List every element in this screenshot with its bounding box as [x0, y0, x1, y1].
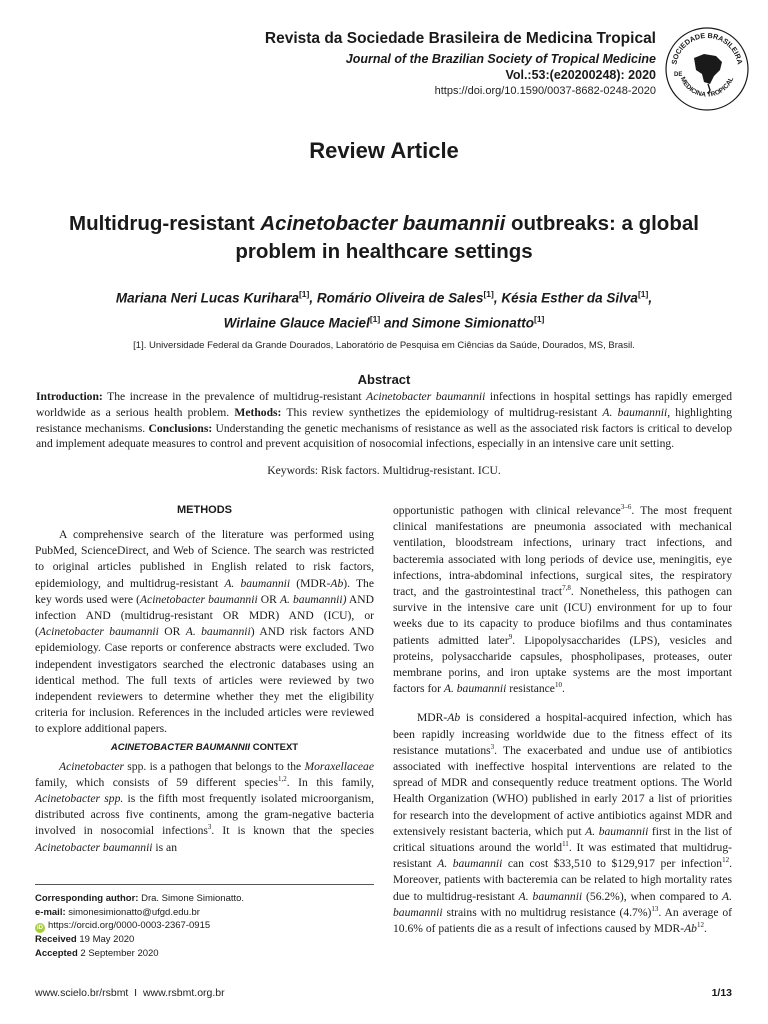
orcid-icon: iD [37, 925, 43, 931]
body-paragraph: MDR-Ab is considered a hospital-acquired infection, which has been rapidly increasing worldwide due to the fitness effect of its resistance mutations$^3$. The exacerbated and undue use of antibiotics associated with ineffective hospital interventions are related to the spread of MDR and consequently reduce treatment options. The World Health Organization (WHO) published in early 2017 a list of priorities for research into the development of active antibiotics against MDR and extensively resistant bacteria, which put A. baumannii first in the list of critical situations around the world$^{11}$. It was estimated that multidrug-resistant A. baumannii can cost $33,510 to $129,917 per infection$^{12}$. Moreover, patients with bacteremia can be related to high mortality rates due to multidrug-resistant A. baumannii (56.2%), when compared to A. baumannii strains with no multidrug resistance $(4.7\%)^{13}$. An average of 10.6% of patients die as a result of infections caused by MDR-Ab$^{12}$. [393, 711, 732, 936]
abstract-heading: Abstract [357, 372, 411, 387]
author-name: Mariana Neri Lucas Kurihara [115, 290, 299, 306]
context-paragraph: Acinetobacter spp. is a pathogen that belongs to the Moraxellaceae family, which consists of 59 different species$^{1,2}$. In this family, Acinetobacter spp. is the fifth most frequently isolated microorganism, distributed across five continents, among the gram-negative bacteria involved in nosocomial infections$^3$. It is known that the species Acinetobacter baumannii is an [35, 759, 374, 854]
journal-subtitle: Journal of the Brazilian Society of Tropical Medicine [345, 52, 656, 66]
logo-text-top: SOCIEDADE BRASILEIRA [669, 30, 745, 66]
email-link[interactable]: simonesimionatto@ufgd.edu.br [65, 906, 200, 918]
doi-link[interactable]: https://doi.org/10.1590/0037-8682-0248-2020 [434, 85, 656, 97]
orcid-link[interactable]: https://orcid.org/0000-0003-2367-0915 [48, 920, 211, 931]
right-column [393, 503, 732, 937]
page-number: 1/13 [711, 987, 732, 999]
body-paragraph: opportunistic pathogen with clinical relevance$^{3-6}$. The most frequent clinical manifestations are pneumonia associated with mechanical ventilation, bloodstream infections, urinary tract infections, and bacteremia associated with long periods of device use, meningitis, eye infections, intra-abdominal infections, surgical sites, the respiratory tract, and the gastrointestinal tract$^{7,8}$. Nonetheless, this pathogen can survive in the intensive care unit (ICU) environment for up to four weeks due to its capacity to produce biofilms and thus contaminates patients admitted later$^9$. Lipopolysaccharides (LPS), vesicles and proteins, polysaccharide capsules, phospholipases, proteases, outer membrane porins, and iron uptake systems are the most important factors for A. baumannii resistance$^{10}$. [393, 503, 732, 696]
left-column [35, 503, 374, 856]
correspondence-footnote: Corresponding author: Dra. Simone Simionatto. e-mail: simonesimionatto@ufgd.edu.br iD https://orcid.org/0000-0003-2367-0915 Received 19 May 2020 Accepted 2 September 2020 [35, 893, 245, 959]
logo-text-bottom: MEDICINA TROPICAL [678, 76, 736, 99]
journal-volume: Vol.:53:(e20200248): 2020 [505, 68, 656, 82]
abstract-body: Introduction: The increase in the prevalence of multidrug-resistant Acinetobacter baumannii infections in hospital settings has rapidly emerged worldwide as a serious health problem. Methods: This review synthetizes the epidemiology of multidrug-resistant A. baumannii, highlighting resistance mechanisms. Conclusions: Understanding the genetic mechanisms of resistance as well as the associated risk factors is critical to develop and implement adequate measures to control and prevent acquisition of nosocomial infections, especially in an intensive care unit setting. [36, 390, 732, 451]
author-name: Romário Oliveira de Sales [316, 290, 484, 306]
author-name: Simone Simionatto [411, 315, 534, 330]
document-type: Review Article [309, 138, 459, 163]
section-heading-methods: METHODS [177, 504, 232, 516]
footer-links[interactable]: www.scielo.br/rsbmt I www.rsbmt.org.br [35, 987, 225, 999]
article-title: Multidrug-resistant Acinetobacter baumannii outbreaks: a global problem in healthcare settings [69, 212, 699, 263]
journal-header [265, 30, 656, 97]
brazil-map-icon [694, 54, 722, 84]
footnote-divider [35, 884, 374, 885]
keywords: Keywords: Risk factors. Multidrug-resistant. ICU. [267, 464, 501, 477]
author-name: Wirlaine Glauce Maciel [223, 315, 370, 330]
logo-text-left: DE [674, 72, 683, 78]
author-name: Késia Esther da Silva [501, 290, 638, 306]
society-logo [664, 26, 750, 112]
journal-name: Revista da Sociedade Brasileira de Medicina Tropical [264, 30, 656, 47]
section-heading-context: ACINETOBACTER BAUMANNII CONTEXT [110, 741, 299, 753]
affiliation: [1]. Universidade Federal da Grande Dourados, Laboratório de Pesquisa em Ciências da Saúde, Dourados, MS, Brasil. [133, 340, 635, 351]
methods-paragraph: A comprehensive search of the literature was performed using PubMed, ScienceDirect, and Web of Science. The search was restricted to original articles published in English related to risk factors, epidemiology, and multidrug-resistant A. baumannii (MDR-Ab). The key words used were (Acinetobacter baumannii OR A. baumannii) AND infection AND (multidrug-resistant OR MDR) AND (ICU), or (Acinetobacter baumannii OR A. baumannii) AND risk factors AND epidemiology. Case reports or conference abstracts were excluded. Two independent investigators searched the electronic databases using an identical method. The full texts of articles were reviewed by two independent reviewers to determine whether they met the eligibility criteria for inclusion. References in the included articles were reviewed to explore additional papers. [35, 528, 375, 736]
author-list: Mariana Neri Lucas Kurihara[1], Romário Oliveira de Sales[1], Késia Esther da Silva[1], Wirlaine Glauce Maciel[1] and Simone Simionatto[1] [115, 289, 653, 330]
